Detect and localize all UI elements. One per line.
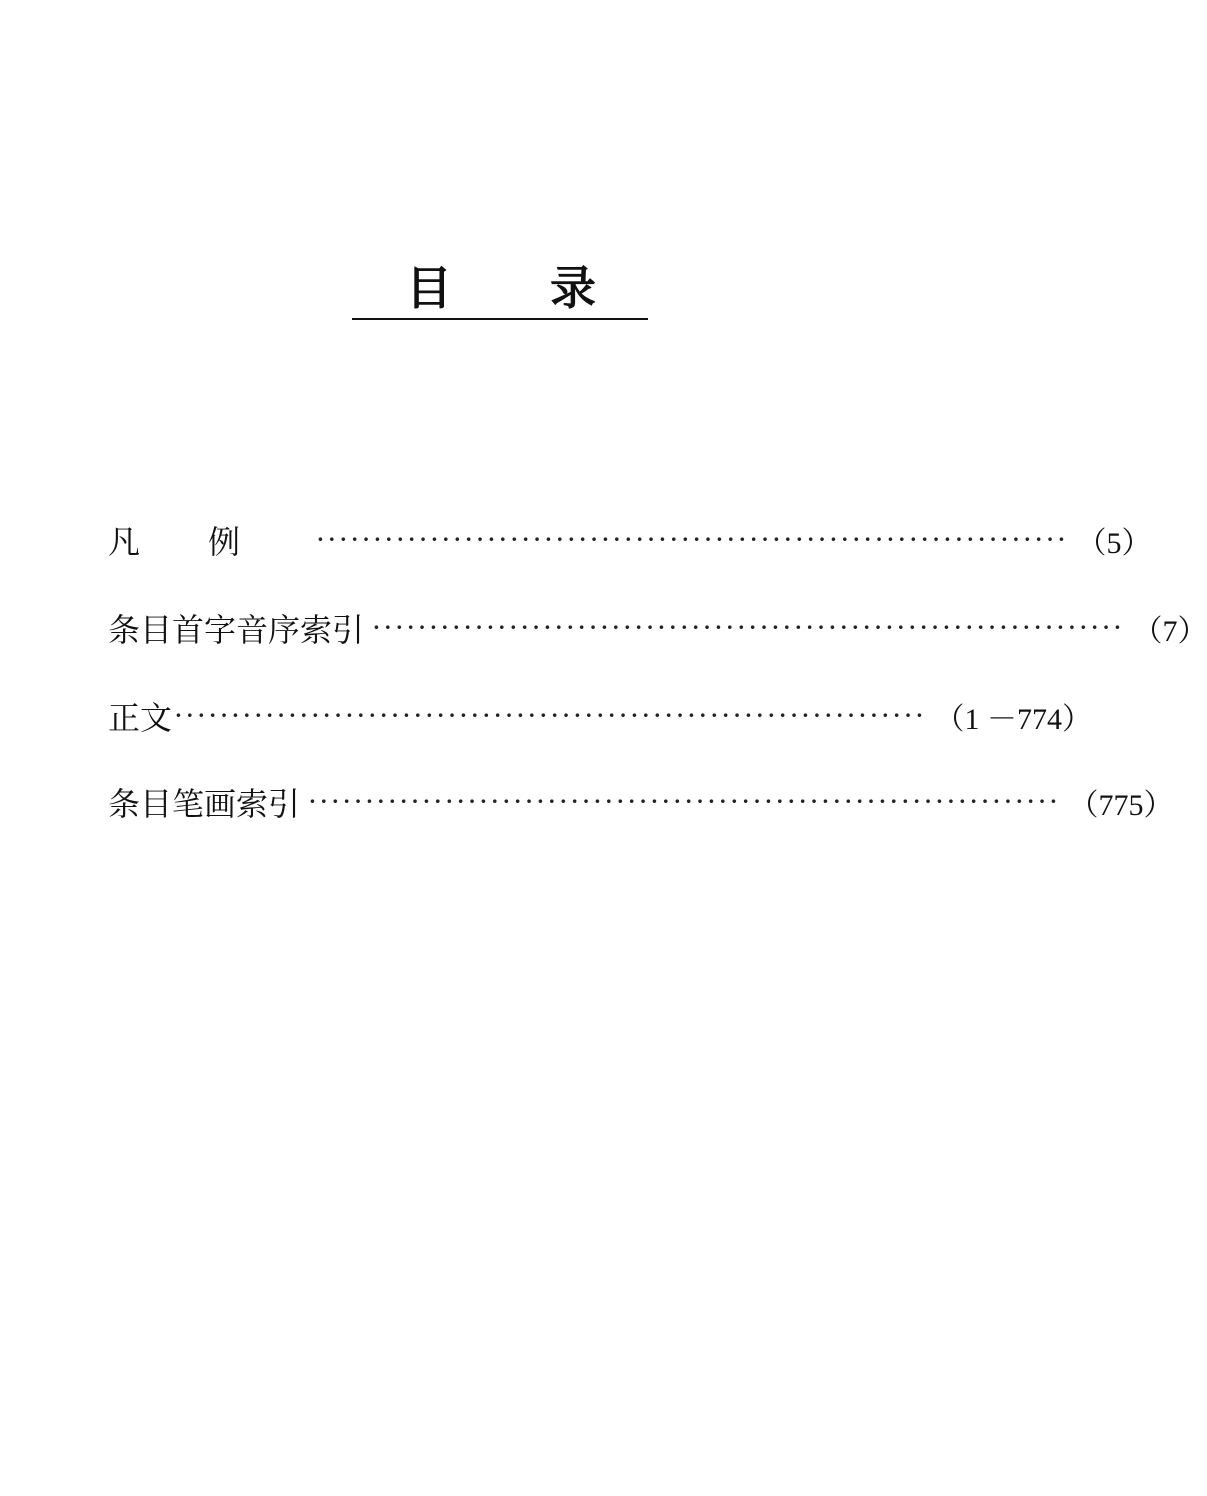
toc-entry-label: 条目笔画索引	[108, 785, 301, 823]
toc-entry-main-text[interactable]	[108, 694, 1092, 738]
toc-entry-page: （7）	[1132, 615, 1207, 648]
toc-entry-page: （1 －774）	[934, 703, 1092, 736]
title-char-1: 目	[406, 261, 452, 315]
toc-entry-page: （775）	[1068, 789, 1174, 822]
toc-entry-label: 凡例	[108, 523, 309, 561]
leader-dots: ··································································	[372, 611, 1125, 644]
toc-entry-stroke-index[interactable]	[108, 780, 1174, 824]
toc-entry-label: 正文	[108, 699, 173, 737]
toc-entry-fanli[interactable]	[108, 518, 1152, 562]
leader-dots: ··································································	[316, 523, 1069, 556]
title-char-2: 录	[550, 261, 596, 315]
toc-entry-pinyin-index[interactable]	[108, 606, 1207, 650]
leader-dots: ··································································	[308, 785, 1061, 818]
toc-entry-label: 条目首字音序索引	[108, 611, 365, 649]
leader-dots: ··································································	[174, 699, 927, 732]
toc-entry-page: （5）	[1076, 527, 1152, 560]
